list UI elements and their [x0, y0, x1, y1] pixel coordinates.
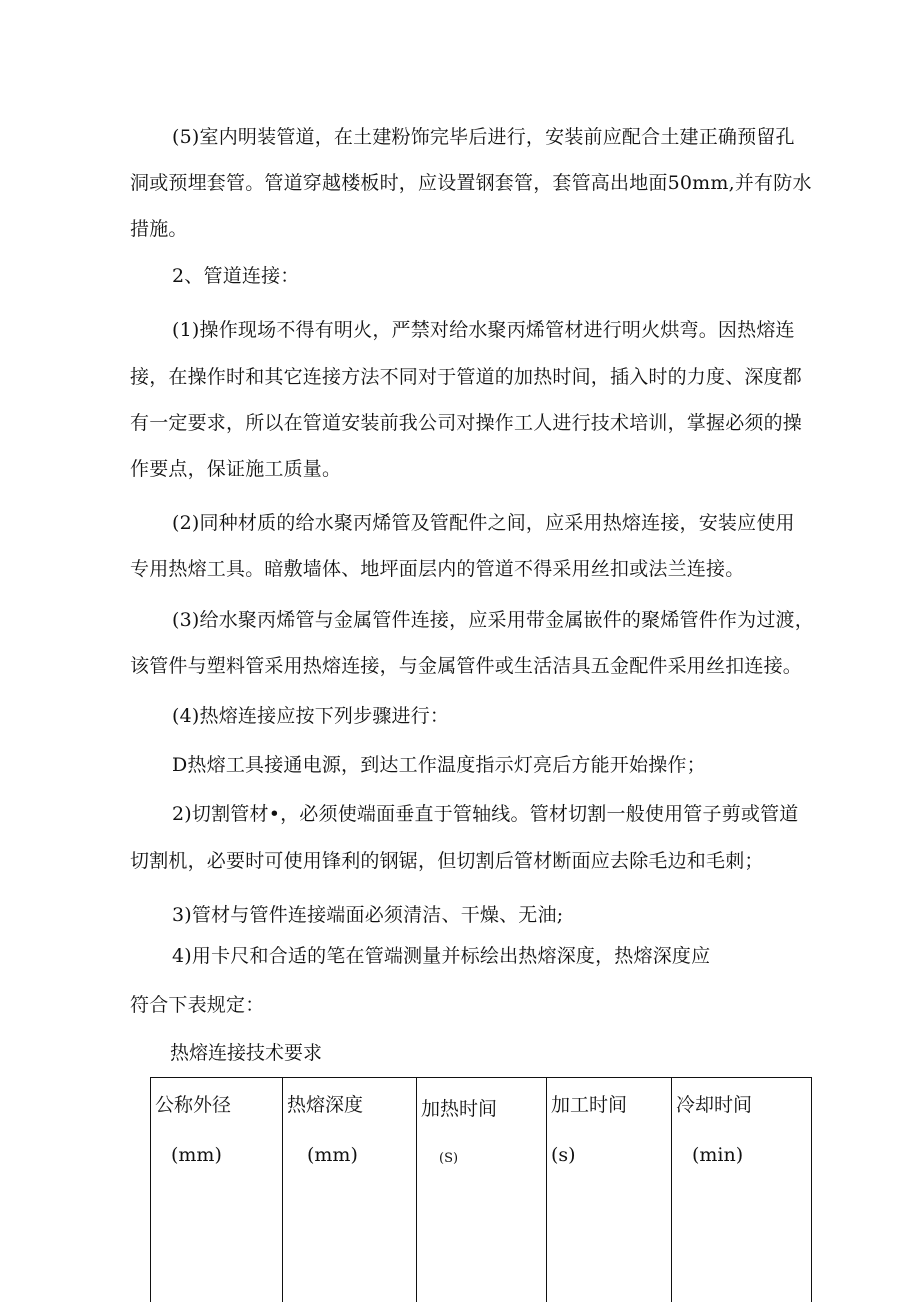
header-unit: (s) — [551, 1144, 576, 1166]
step-line: 4)用卡尺和合适的笔在管端测量并标绘出热熔深度，热熔深度应 — [172, 945, 711, 967]
paragraph-line: 该管件与塑料管采用热熔连接，与金属管件或生活洁具五金配件采用丝扣连接。 — [130, 655, 803, 677]
paragraph-line: 作要点，保证施工质量。 — [130, 458, 342, 480]
table-header-processing-time — [547, 1078, 671, 1178]
paragraph-line: (4)热熔连接应按下列步骤进行： — [172, 705, 450, 727]
step-line: 切割机，必要时可使用锋利的钢锯，但切割后管材断面应去除毛边和毛刺； — [130, 850, 764, 872]
header-unit: (S) — [439, 1151, 459, 1166]
table-header-cooling-time — [672, 1078, 810, 1178]
paragraph-line: 专用热熔工具。暗敷墙体、地坪面层内的管道不得采用丝扣或法兰连接。 — [130, 558, 745, 580]
header-label: 加工时间 — [551, 1094, 628, 1116]
header-unit: (mm) — [171, 1144, 222, 1166]
paragraph-line: 措施。 — [130, 218, 188, 240]
section-heading: 2、管道连接： — [172, 265, 300, 287]
paragraph-line: 有一定要求，所以在管道安装前我公司对操作工人进行技术培训，掌握必须的操 — [130, 412, 803, 434]
header-label: 加热时间 — [421, 1098, 498, 1120]
paragraph-line: 符合下表规定： — [130, 994, 265, 1016]
table-header-melt-depth — [283, 1078, 416, 1178]
paragraph-line: (2)同种材质的给水聚丙烯管及管配件之间，应采用热熔连接，安装应使用 — [172, 512, 795, 534]
step-line: 3)管材与管件连接端面必须清洁、干燥、无油; — [172, 904, 564, 926]
step-line: D热熔工具接通电源，到达工作温度指示灯亮后方能开始操作； — [172, 754, 706, 776]
paragraph-line: (1)操作现场不得有明火，严禁对给水聚丙烯管材进行明火烘弯。因热熔连 — [172, 319, 795, 341]
table-header-heating-time — [417, 1078, 546, 1178]
paragraph-line: (3)给水聚丙烯管与金属管件连接，应采用带金属嵌件的聚烯管件作为过渡， — [172, 609, 814, 631]
header-unit: (min) — [692, 1144, 744, 1166]
header-unit: (mm) — [307, 1144, 358, 1166]
header-label: 冷却时间 — [676, 1094, 753, 1116]
header-label: 热熔深度 — [287, 1094, 364, 1116]
step-line: 2)切割管材•，必须使端面垂直于管轴线。管材切割一般使用管子剪或管道 — [172, 803, 799, 825]
header-label: 公称外径 — [155, 1094, 232, 1116]
table-header-outer-diameter — [151, 1078, 282, 1178]
paragraph-line: 洞或预埋套管。管道穿越楼板时，应设置钢套管，套管高出地面50mm,并有防水 — [130, 172, 812, 194]
paragraph-line: 接，在操作时和其它连接方法不同对于管道的加热时间，插入时的力度、深度都 — [130, 366, 803, 388]
table-title: 热熔连接技术要求 — [170, 1042, 323, 1064]
paragraph-line: (5)室内明装管道，在土建粉饰完毕后进行，安装前应配合土建正确预留孔 — [172, 126, 795, 148]
hot-melt-requirements-table — [150, 1077, 812, 1302]
